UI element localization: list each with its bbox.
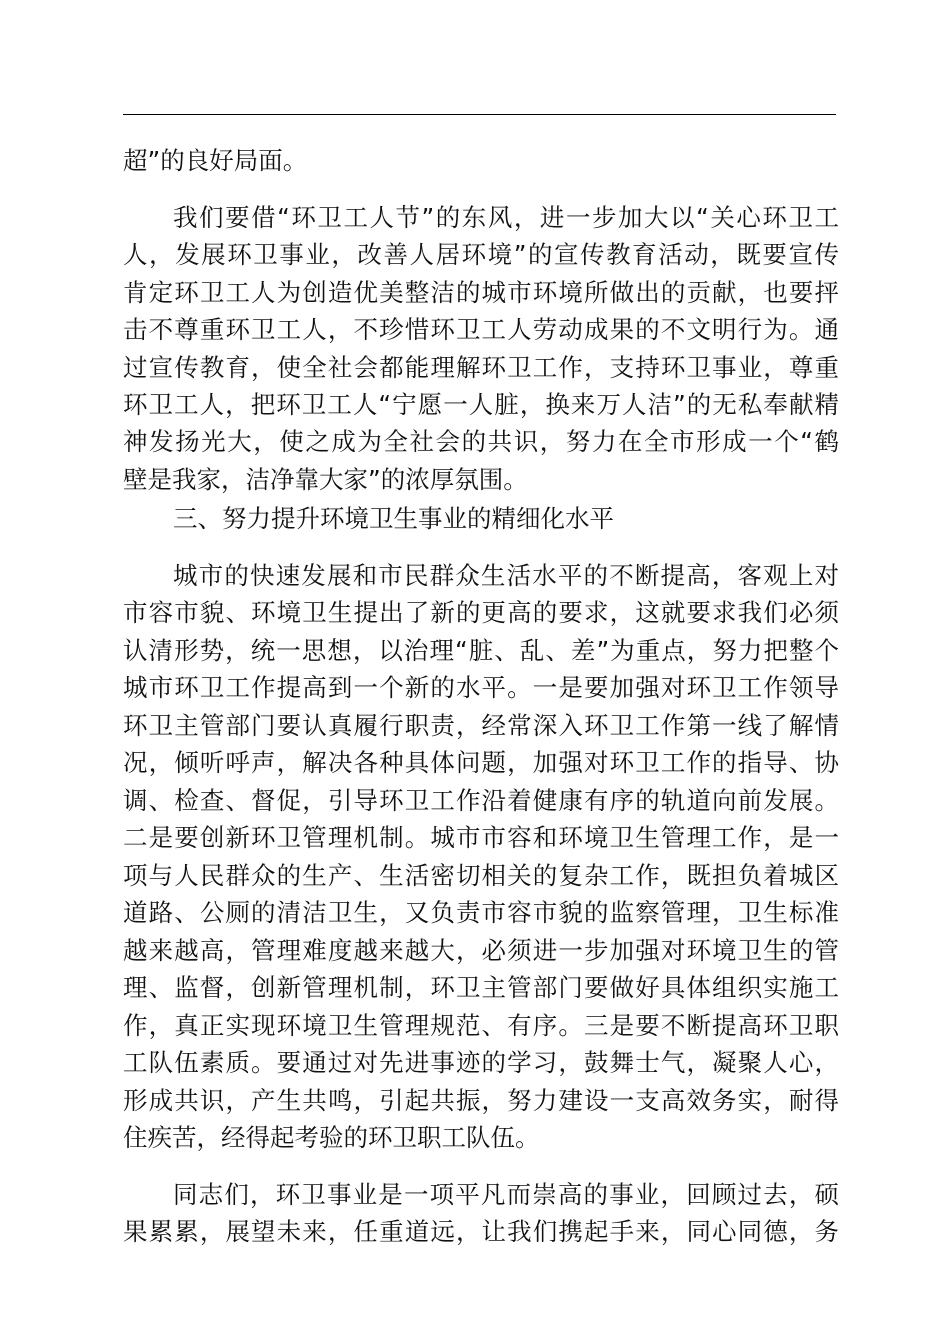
text-line: 神发扬光大，使之成为全社会的共识，努力在全市形成一个“鹤: [123, 427, 839, 456]
text-line: 城市的快速发展和市民群众生活水平的不断提高，客观上对: [173, 561, 839, 590]
text-line: 认清形势，统一思想，以治理“脏、乱、差”为重点，努力把整个: [123, 636, 839, 665]
text-line: 二是要创新环卫管理机制。城市市容和环境卫生管理工作，是一: [123, 823, 839, 852]
text-line: 工队伍素质。要通过对先进事迹的学习，鼓舞士气，凝聚人心，: [123, 1048, 839, 1077]
text-line: 住疾苦，经得起考验的环卫职工队伍。: [123, 1123, 540, 1152]
text-line: 越来越高，管理难度越来越大，必须进一步加强对环境卫生的管: [123, 936, 839, 965]
text-line: 理、监督，创新管理机制，环卫主管部门要做好具体组织实施工: [123, 973, 839, 1002]
text-line: 形成共识，产生共鸣，引起共振，努力建设一支高效务实，耐得: [123, 1086, 839, 1115]
text-line: 况，倾听呼声，解决各种具体问题，加强对环卫工作的指导、协: [123, 748, 839, 777]
text-line: 肯定环卫工人为创造优美整洁的城市环境所做出的贡献，也要抨: [123, 278, 839, 307]
text-line: 击不尊重环卫工人，不珍惜环卫工人劳动成果的不文明行为。通: [123, 315, 839, 344]
text-line: 项与人民群众的生产、生活密切相关的复杂工作，既担负着城区: [123, 861, 839, 890]
text-line: 作，真正实现环境卫生管理规范、有序。三是要不断提高环卫职: [123, 1011, 839, 1040]
text-line: 环卫工人，把环卫工人“宁愿一人脏，换来万人洁”的无私奉献精: [123, 390, 839, 419]
text-line: 壁是我家，洁净靠大家”的浓厚氛围。: [123, 465, 528, 494]
text-line: 果累累，展望未来，任重道远，让我们携起手来，同心同德，务: [123, 1217, 839, 1246]
text-line: 市容市貌、环境卫生提出了新的更高的要求，这就要求我们必须: [123, 598, 839, 627]
text-line: 环卫主管部门要认真履行职责，经常深入环卫工作第一线了解情: [123, 711, 839, 740]
text-line: 超”的良好局面。: [123, 146, 308, 175]
text-line: 城市环卫工作提高到一个新的水平。一是要加强对环卫工作领导: [123, 673, 839, 702]
section-heading: 三、努力提升环境卫生事业的精细化水平: [173, 504, 614, 533]
text-line: 同志们，环卫事业是一项平凡而崇高的事业，回顾过去，硕: [173, 1180, 839, 1209]
header-rule: [123, 114, 836, 115]
text-line: 人，发展环卫事业，改善人居环境”的宣传教育活动，既要宣传: [123, 240, 839, 269]
text-line: 道路、公厕的清洁卫生，又负责市容市貌的监察管理，卫生标准: [123, 898, 839, 927]
text-line: 过宣传教育，使全社会都能理解环卫工作，支持环卫事业，尊重: [123, 353, 839, 382]
text-line: 调、检查、督促，引导环卫工作沿着健康有序的轨道向前发展。: [123, 786, 839, 815]
text-line: 我们要借“环卫工人节”的东风，进一步加大以“关心环卫工: [173, 203, 839, 232]
